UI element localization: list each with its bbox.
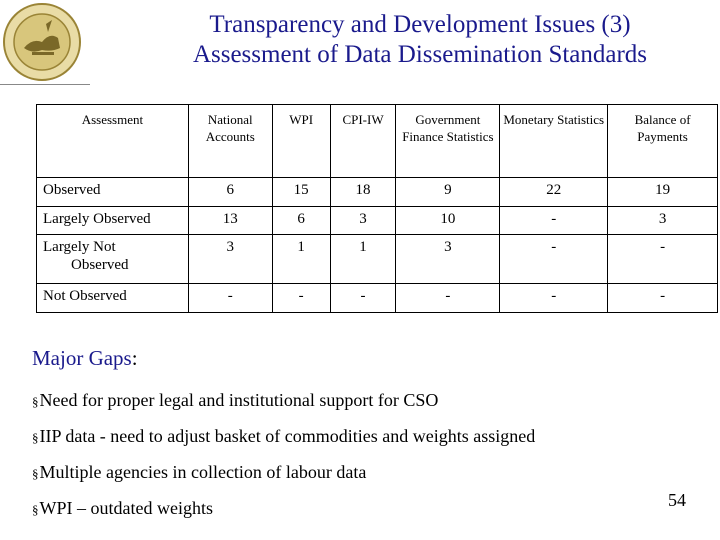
row-label: Observed — [37, 178, 189, 207]
header-monetary: Monetary Statistics — [500, 105, 608, 178]
bullet-icon: § — [32, 502, 39, 517]
gap-item: §Multiple agencies in collection of labour data — [32, 462, 367, 482]
table-header-row — [37, 105, 718, 178]
header-assessment: Assessment — [37, 105, 189, 178]
table-cell: 15 — [272, 178, 330, 207]
table-row — [37, 178, 718, 207]
table-cell: - — [500, 207, 608, 235]
table-cell: 22 — [500, 178, 608, 207]
table-cell: 6 — [188, 178, 272, 207]
header-wpi: WPI — [272, 105, 330, 178]
table-row — [37, 207, 718, 235]
bullet-icon: § — [32, 466, 39, 481]
header-bop: Balance of Payments — [608, 105, 718, 178]
slide-title: Transparency and Development Issues (3) — [209, 11, 631, 38]
table-cell: 18 — [330, 178, 396, 207]
rbi-emblem-icon — [2, 2, 82, 82]
table-cell: - — [500, 235, 608, 284]
header-govt-finance: Government Finance Statistics — [396, 105, 500, 178]
page-number: 54 — [668, 490, 686, 510]
table-cell: 3 — [608, 207, 718, 235]
table-cell: - — [608, 284, 718, 313]
slide-subtitle: Assessment of Data Dissemination Standards — [192, 41, 648, 68]
table-cell: - — [188, 284, 272, 313]
header-cpi-iw: CPI-IW — [330, 105, 396, 178]
table-cell: 10 — [396, 207, 500, 235]
logo-divider — [0, 84, 90, 85]
table-cell: - — [608, 235, 718, 284]
bullet-icon: § — [32, 430, 39, 445]
table-row — [37, 235, 718, 284]
table-cell: - — [272, 284, 330, 313]
table-cell: - — [396, 284, 500, 313]
row-label-line1: Largely Not — [43, 239, 116, 255]
bullet-icon: § — [32, 394, 39, 409]
header-national-accounts: National Accounts — [188, 105, 272, 178]
table-cell: 9 — [396, 178, 500, 207]
row-label: Largely Observed — [37, 207, 189, 235]
row-label — [37, 235, 189, 284]
gap-item: §WPI – outdated weights — [32, 498, 213, 518]
table-cell: - — [330, 284, 396, 313]
table-cell: 6 — [272, 207, 330, 235]
table-cell: 1 — [272, 235, 330, 284]
major-gaps-heading: Major Gaps: — [32, 346, 138, 370]
table-cell: - — [500, 284, 608, 313]
gap-item: §IIP data - need to adjust basket of commodities and weights assigned — [32, 426, 536, 446]
table-cell: 13 — [188, 207, 272, 235]
table-cell: 3 — [396, 235, 500, 284]
table-cell: 3 — [330, 207, 396, 235]
table-cell: 3 — [188, 235, 272, 284]
table-cell: 1 — [330, 235, 396, 284]
gap-item: §Need for proper legal and institutional support for CSO — [32, 390, 439, 410]
row-label: Not Observed — [37, 284, 189, 313]
table-cell: 19 — [608, 178, 718, 207]
assessment-table — [36, 104, 718, 313]
row-label-line2: Observed — [71, 257, 129, 273]
table-row — [37, 284, 718, 313]
